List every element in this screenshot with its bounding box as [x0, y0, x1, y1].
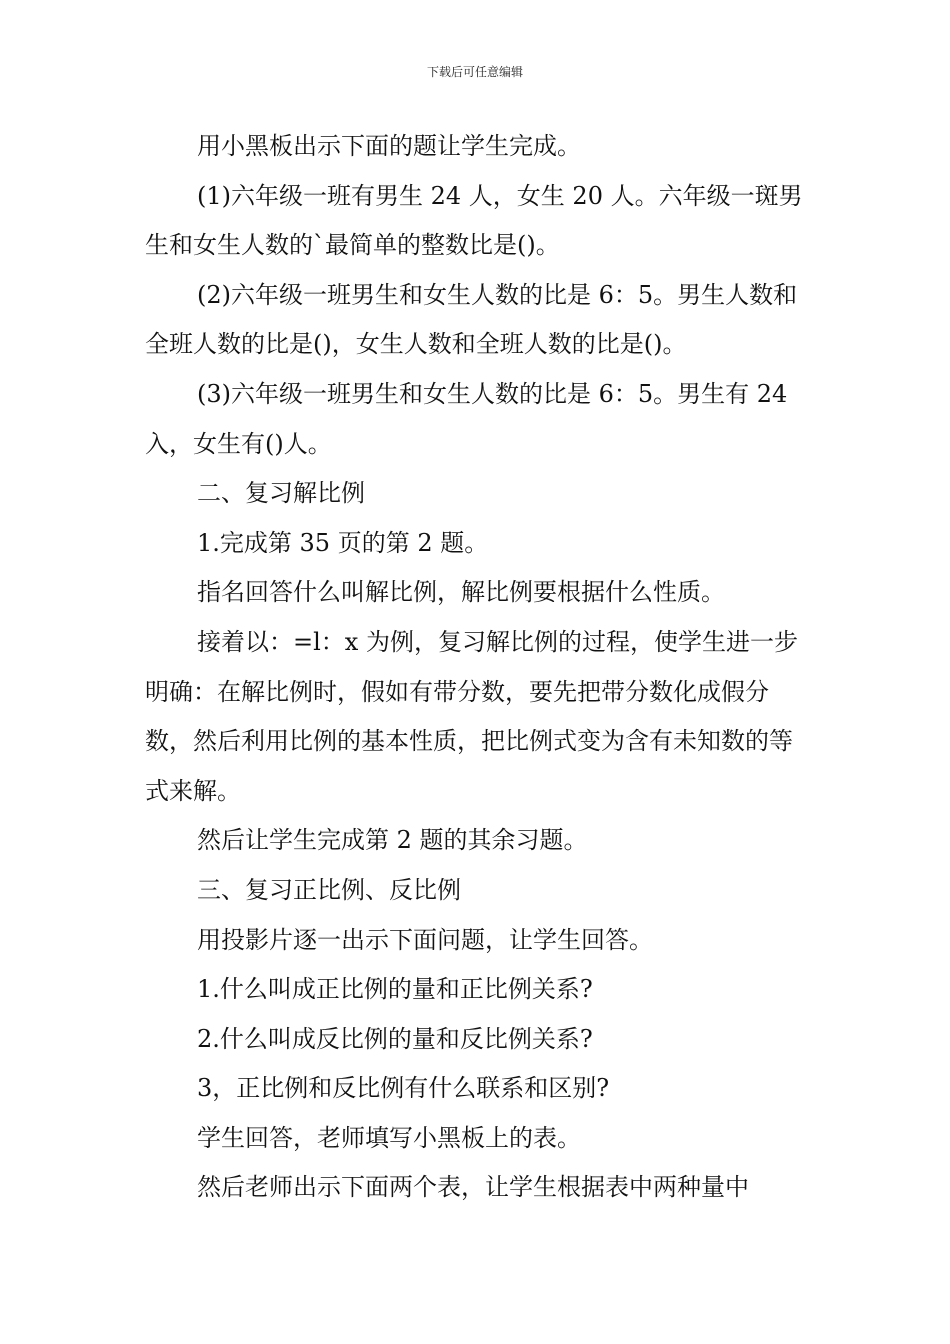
paragraph: 2.什么叫成反比例的量和反比例关系? [197, 1024, 593, 1053]
paragraph: (3)六年级一班男生和女生人数的比是 6：5。男生有 24入，女生有()人。 [145, 379, 788, 458]
page-header: 下载后可任意编辑 [426, 65, 523, 79]
paragraph: 1.完成第 35 页的第 2 题。 [197, 528, 489, 557]
paragraph: 3，正比例和反比例有什么联系和区别? [197, 1074, 610, 1103]
paragraph: 学生回答，老师填写小黑板上的表。 [197, 1123, 581, 1152]
paragraph: 用小黑板出示下面的题让学生完成。 [197, 132, 581, 160]
paragraph: (2)六年级一班男生和女生人数的比是 6：5。男生人数和全班人数的比是()，女生人数和全班人数的比是()。 [145, 280, 798, 359]
paragraph: (1)六年级一班有男生 24 人，女生 20 人。六年级一斑男生和女生人数的`最简单的整数比是()。 [145, 181, 803, 260]
paragraph: 然后让学生完成第 2 题的其余习题。 [197, 826, 588, 855]
paragraph: 指名回答什么叫解比例，解比例要根据什么性质。 [197, 578, 725, 607]
paragraph: 然后老师出示下面两个表，让学生根据表中两种量中 [197, 1173, 749, 1202]
section-heading: 二、复习解比例 [197, 479, 365, 508]
paragraph: 1.什么叫成正比例的量和正比例关系? [197, 975, 593, 1004]
paragraph: 用投影片逐一出示下面问题，让学生回答。 [197, 925, 653, 954]
document-body [145, 122, 810, 1213]
section-heading: 三、复习正比例、反比例 [197, 875, 461, 904]
paragraph: 接着以：=l：x 为例，复习解比例的过程，使学生进一步明确：在解比例时，假如有带分数，要先把带分数化成假分数，然后利用比例的基本性质，把比例式变为含有未知数的等式来解。 [145, 627, 798, 805]
